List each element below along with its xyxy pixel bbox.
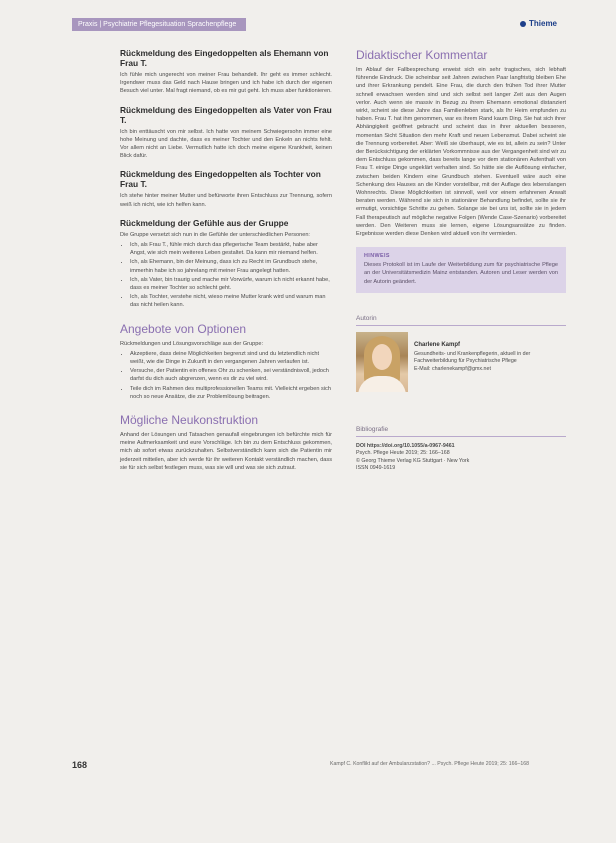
list-item: • Ich, als Frau T., fühle mich durch das pflegerische Team bestärkt, habe aber Angst, wie sich mein weiteres Leben gestaltet. Da kann mir niemand helfen.: [130, 241, 332, 257]
bibliography-line: Psych. Pflege Heute 2019; 25: 166–168: [356, 450, 450, 457]
bibliography: [356, 443, 566, 473]
block-text-father: Ich bin enttäuscht von mir selbst. Ich hatte von meinem Schwiegersohn immer eine hohe Meinung und dachte, dass es meiner Tochter und den Enkeln an nichts fehlt. Vor allem nicht an Liebe. Vermutlich hatte ich doch meine eigene Krankheit, keinen Blick dafür.: [120, 128, 332, 160]
group-list: [120, 241, 332, 310]
options-intro: Rückmeldungen und Lösungsvorschläge aus der Gruppe:: [120, 340, 264, 347]
block-text-daughter: Ich stehe hinter meiner Mutter und befürworte ihren Entschluss zur Trennung, sofern weiß ich nicht, wie ich helfen kann.: [120, 193, 332, 208]
bibliography-line: © Georg Thieme Verlag KG Stuttgart · New York: [356, 457, 470, 464]
note-text: Dieses Protokoll ist im Laufe der Weiterbildung zum für psychiatrische Pflege an der Universitätsmedizin Mainz entstanden. Autoren und Leser werden von der Autorin geändert.: [364, 262, 558, 285]
reconstruction-title: Mögliche Neukonstruktion: [120, 413, 259, 428]
publisher-brand: [520, 19, 557, 28]
commentary-text: Im Ablauf der Fallbesprechung erweist sich ein sehr tragisches, sich lebhaft führende Eindruck. Die scheinbar seit Jahren zwischen Paar langfristig bleiben Ehe und ihrer Erkrankung pendelt. Eine Frau, die durch den frühen Tod ihrer Mutter schnell erwachsen werden sind und sich selbst seit langer Zeit aus den Augen verlor. Auch wenn sie massiv in Bezug zu ihrem Ehemann emotional distanziert wirkt, scheint sie diese Jahre das Familienleben stark, als Ihr Heim empfunden zu haben. Frau T. hat ihm genommen, war es ihrem Rand kaum Ding. Sie hat sich ihrer Abhängigkeit geöffnet gebracht und scheint das in ihrer aktuellen besseren, momentan Sicht Situation den mehr Kraft und neuen Lebensmut. Dabei scheint sie die Trennung vorbereitet. Aber: Weiß sie überhaupt, wie es ist, allein zu sein? Unter der Berücksichtigung der erklärten Vorkommnisse aus der Vergangenheit sind wir zu dem Entschluss gekommen, dass bereits lange vor dem stationären Aufenthalt von Frau T. einige Dinge ungeklärt verhalten sind. So hätte sie die Auflösung einfacher, zwischen beiden Kindern eine Grundbuch stehen. Eventuell wäre auch eine Schenkung des Hauses an die Kinder vorstellbar, mit der Auflage des lebenslangen Wohnrechts. Diese Möglichkeiten ist sinnvoll, weil vor einem erfahrenen Anwalt beraten werden. Während sie sich in stationärer Behandlung befindet, sollte sie ihr ermutigt, vorsichtige Schritte zu gehen. Solange sie bei uns ist, sollte sie in jedem Fall therapeutisch auf mögliche negative Folgen (Wende Case-Szenario) vorbereitet werden. Den Weiteren muss sie lernen, eigene Lösungsansätze zu finden. Ergebnisse werden diese Denken wird aktuell von ihr vermieden.: [356, 67, 566, 238]
list-item: • Ich, als Ehemann, bin der Meinung, dass ich zu Recht im Grundbuch stehe, immerhin habe ich so jahrelang mit meiner Frau angelegt hatten.: [130, 258, 332, 274]
block-heading-husband: Rückmeldung des Eingedoppelten als Ehemann von Frau T.: [120, 48, 329, 68]
publisher-logo-icon: [520, 21, 526, 27]
bibliography-doi[interactable]: DOI https://doi.org/10.1055/a-0967-9461: [356, 442, 455, 449]
note-label: HINWEIS: [364, 253, 390, 260]
block-heading-daughter: Rückmeldung des Eingedoppelten als Tochter von Frau T.: [120, 169, 321, 190]
reconstruction-text: Anhand der Lösungen und Tatsachen genaufall eingebrungen ich befürchte mich für meine Aufmerksamkeit und eure Vorschläge. Ich bin zu dem Entschluss gekommen, mich ab sofort etwas zurückzuhalten. Selbstverständlich kann sich die Patientin mir jederzeit mitteilen, aber ich werde für ihr weiteren Kontakt verständlich machen, dass sie für sich selbst festlegen muss, was sie will und was sie sich zutraut.: [120, 432, 332, 471]
group-intro: Die Gruppe versetzt sich nun in die Gefühle der unterschiedlichen Personen:: [120, 231, 310, 238]
list-item: • Versuche, der Patientin ein offenes Ohr zu schenken, sei verständnisvoll, jedoch darfst du dich auch abgrenzen, wenn es dir zu viel wird.: [130, 367, 332, 383]
author-name: Charlene Kampf: [414, 341, 461, 348]
note-box: [356, 247, 566, 293]
options-list: [120, 350, 332, 401]
section-header-bar: Praxis | Psychiatrie Pflegesituation Sprachenpflege: [72, 18, 246, 31]
block-text-husband: Ich fühle mich ungerecht von meiner Frau behandelt. Ihr geht es immer schlecht. Irgendwer muss das Geld nach Hause bringen und ich habe ich durch der eigenen Besuch viel unter. Mal fragt niemand, ob es mir gut geht. Ich muss aber funktionieren.: [120, 72, 332, 95]
author-info: [414, 332, 566, 392]
footer-citation: Kampf C. Konflikt auf der Ambulanzstation? ... Psych. Pflege Heute 2019; 25: 166–168: [330, 761, 529, 767]
right-column: [356, 48, 566, 473]
author-box: [356, 332, 566, 392]
bibliography-section-label: Bibliografie: [356, 426, 566, 437]
list-item: • Ich, als Tochter, verstehe nicht, wieso meine Mutter krank wird und warum man das nicht heilen kann.: [130, 293, 332, 309]
author-description: Gesundheits- und Krankenpflegerin, aktuell in der Fachweiterbildung für Psychiatrische Pflege: [414, 350, 531, 365]
options-title: Angebote von Optionen: [120, 321, 247, 336]
author-section-label: Autorin: [356, 315, 566, 326]
author-email[interactable]: E-Mail: charlenekampf@gmx.net: [414, 366, 491, 373]
list-item: • Akzeptiere, dass deine Möglichkeiten begrenzt sind und du letztendlich nicht weißt, wie die Dinge in Zukunft in den vergangenen Jahren verlaufen ist.: [130, 350, 332, 366]
page-number: 168: [72, 760, 88, 770]
block-heading-father: Rückmeldung des Eingedoppelten als Vater von Frau T.: [120, 104, 332, 125]
left-column: [120, 48, 332, 481]
list-item: • Teile dich im Rahmen des multiprofessionellen Teams mit. Vielleicht ergeben sich noch so neue Ansätze, die zur Problemlösung beitragen.: [130, 385, 332, 401]
list-item: • Ich, als Vater, bin traurig und mache mir Vorwürfe, warum ich nicht erkannt habe, dass es meiner Tochter so schlecht geht.: [130, 276, 332, 292]
publisher-name: Thieme: [529, 19, 558, 28]
commentary-title: Didaktischer Kommentar: [356, 48, 488, 62]
group-heading: Rückmeldung der Gefühle aus der Gruppe: [120, 217, 289, 228]
author-photo: [356, 332, 408, 392]
bibliography-line: ISSN 0949-1619: [356, 465, 396, 472]
